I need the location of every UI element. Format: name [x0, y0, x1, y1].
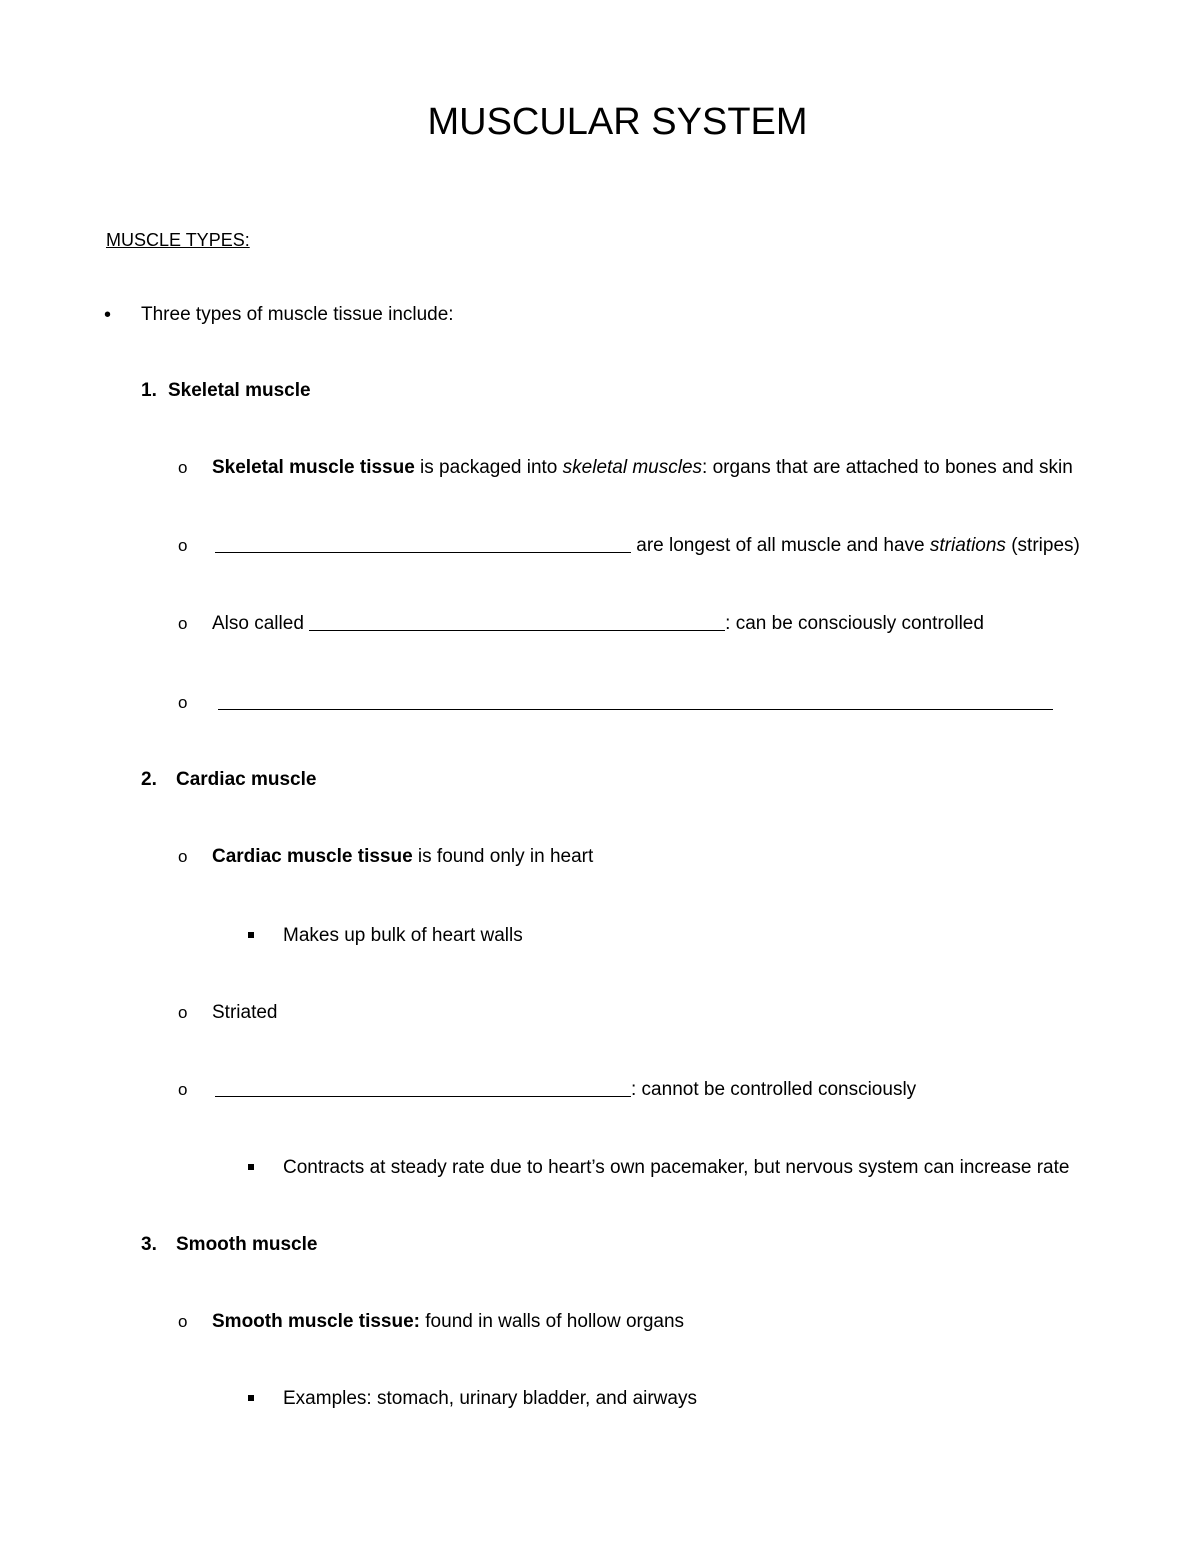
point-text: (stripes): [1005, 535, 1080, 556]
item-heading-smooth: Smooth muscle: [176, 1234, 318, 1255]
point-text: : organs that are attached to bones and skin: [702, 457, 1073, 478]
sub-bullet-marker: o: [178, 847, 188, 866]
bold-term: Cardiac muscle tissue: [212, 846, 413, 867]
item-number-2: 2.: [141, 769, 157, 790]
bold-term: Skeletal muscle tissue: [212, 457, 415, 478]
smooth-point-1: [212, 1310, 684, 1334]
bold-term: Smooth muscle tissue:: [212, 1311, 420, 1332]
point-text: is packaged into: [414, 457, 563, 478]
square-bullet-icon: [248, 932, 254, 938]
sub-bullet-marker: o: [178, 1312, 188, 1331]
point-text: Also called: [212, 613, 310, 634]
sub-bullet-marker: o: [178, 693, 188, 712]
cardiac-subpoint-1: Makes up bulk of heart walls: [283, 925, 523, 946]
skeletal-point-3: [212, 612, 984, 636]
smooth-subpoint-1: Examples: stomach, urinary bladder, and airways: [283, 1388, 697, 1409]
sub-bullet-marker: o: [178, 614, 188, 633]
cardiac-subpoint-2: Contracts at steady rate due to heart’s own pacemaker, but nervous system can increase rate: [283, 1157, 1070, 1178]
square-bullet-icon: [248, 1164, 254, 1170]
italic-term: skeletal muscles: [562, 457, 703, 478]
point-text: : can be consciously controlled: [725, 613, 984, 634]
skeletal-point-2: [215, 534, 1080, 558]
skeletal-point-4: [218, 691, 1053, 715]
point-text: : cannot be controlled consciously: [631, 1079, 917, 1100]
sub-bullet-marker: o: [178, 1003, 188, 1022]
sub-bullet-marker: o: [178, 1080, 188, 1099]
fill-in-blank[interactable]: [215, 1078, 631, 1097]
intro-text: Three types of muscle tissue include:: [141, 304, 454, 325]
point-text: is found only in heart: [412, 846, 594, 867]
bullet-marker: •: [104, 304, 112, 326]
fill-in-blank[interactable]: [218, 691, 1053, 710]
cardiac-point-3: [215, 1078, 916, 1102]
point-text: found in walls of hollow organs: [420, 1311, 685, 1332]
cardiac-point-2: Striated: [212, 1002, 278, 1023]
item-number-3: 3.: [141, 1234, 157, 1255]
fill-in-blank[interactable]: [215, 534, 631, 553]
page-title: MUSCULAR SYSTEM: [427, 101, 808, 143]
item-heading-skeletal: Skeletal muscle: [168, 380, 311, 401]
fill-in-blank[interactable]: [309, 612, 725, 631]
sub-bullet-marker: o: [178, 536, 188, 555]
cardiac-point-1: [212, 845, 593, 869]
sub-bullet-marker: o: [178, 458, 188, 477]
point-text: are longest of all muscle and have: [631, 535, 930, 556]
section-heading: MUSCLE TYPES:: [106, 230, 250, 250]
item-number-1: 1.: [141, 380, 157, 401]
item-heading-cardiac: Cardiac muscle: [176, 769, 317, 790]
italic-term: striations: [929, 535, 1006, 556]
skeletal-point-1: [212, 456, 1073, 480]
square-bullet-icon: [248, 1395, 254, 1401]
